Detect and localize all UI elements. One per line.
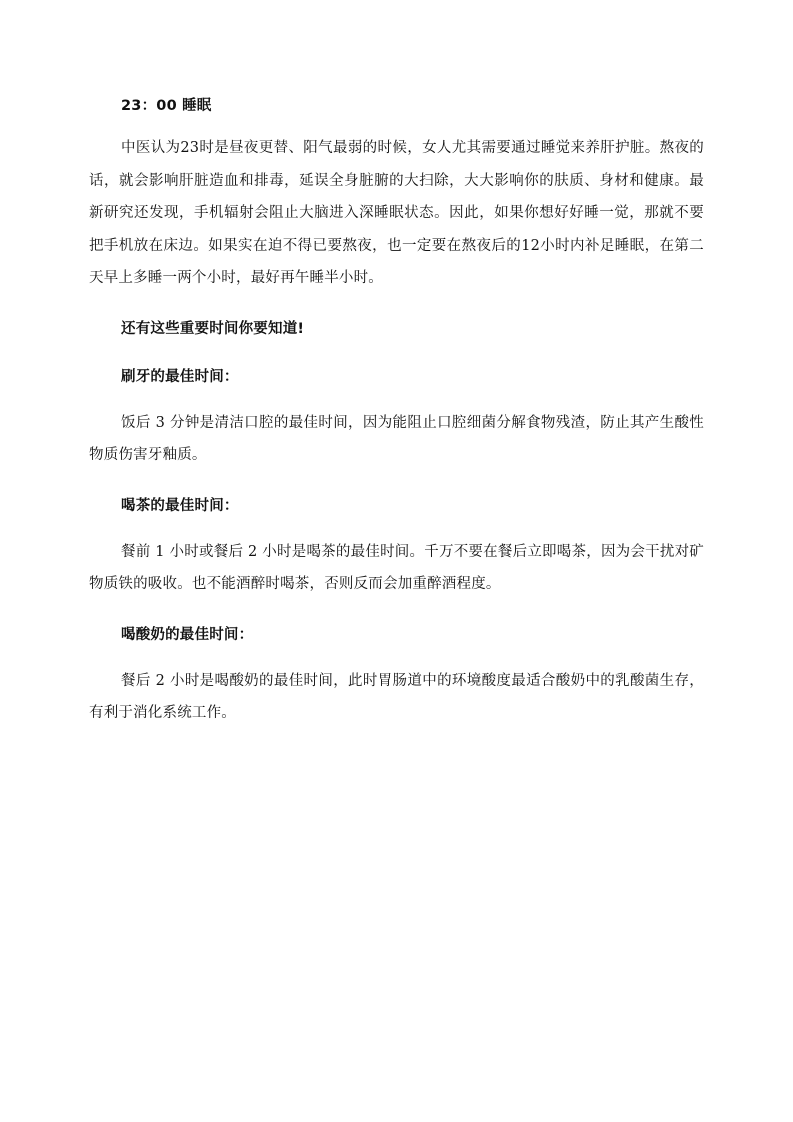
spacer — [89, 343, 704, 363]
section-heading-tea: 喝茶的最佳时间： — [121, 497, 239, 514]
section-heading-yogurt: 喝酸奶的最佳时间： — [121, 626, 254, 643]
spacer — [89, 601, 704, 621]
section-heading-important-times: 还有这些重要时间你要知道! — [121, 320, 305, 337]
spacer — [89, 120, 704, 132]
section-paragraph-brushing: 饭后 3 分钟是清洁口腔的最佳时间，因为能阻止口腔细菌分解食物残渣，防止其产生酸性物质伤害牙釉质。 — [89, 414, 704, 463]
spacer — [89, 649, 704, 665]
spacer — [89, 295, 704, 315]
section-paragraph-sleep: 中医认为23时是昼夜更替、阳气最弱的时候，女人尤其需要通过睡觉来养肝护脏。熬夜的话，就会影响肝脏造血和排毒，延误全身脏腑的大扫除，大大影响你的肤质、身材和健康。最新研究还发现，手机辐射会阻止大脑进入深睡眠状态。因此，如果你想好好睡一觉，那就不要把手机放在床边。如果实在迫不得已要熬夜，也一定要在熬夜后的12小时内补足睡眠，在第二天早上多睡一两个小时，最好再午睡半小时。 — [89, 140, 704, 286]
section-heading-sleep: 23：00 睡眠 — [121, 98, 212, 114]
section-paragraph-tea: 餐前 1 小时或餐后 2 小时是喝茶的最佳时间。千万不要在餐后立即喝茶，因为会干扰对矿物质铁的吸收。也不能酒醉时喝茶，否则反而会加重醉酒程度。 — [89, 543, 704, 592]
section-paragraph-yogurt: 餐后 2 小时是喝酸奶的最佳时间，此时胃肠道中的环境酸度最适合酸奶中的乳酸菌生存，有利于消化系统工作。 — [89, 672, 704, 721]
spacer — [89, 391, 704, 407]
spacer — [89, 520, 704, 536]
document-body — [89, 92, 704, 730]
section-heading-brushing: 刷牙的最佳时间： — [121, 368, 239, 385]
spacer — [89, 472, 704, 492]
